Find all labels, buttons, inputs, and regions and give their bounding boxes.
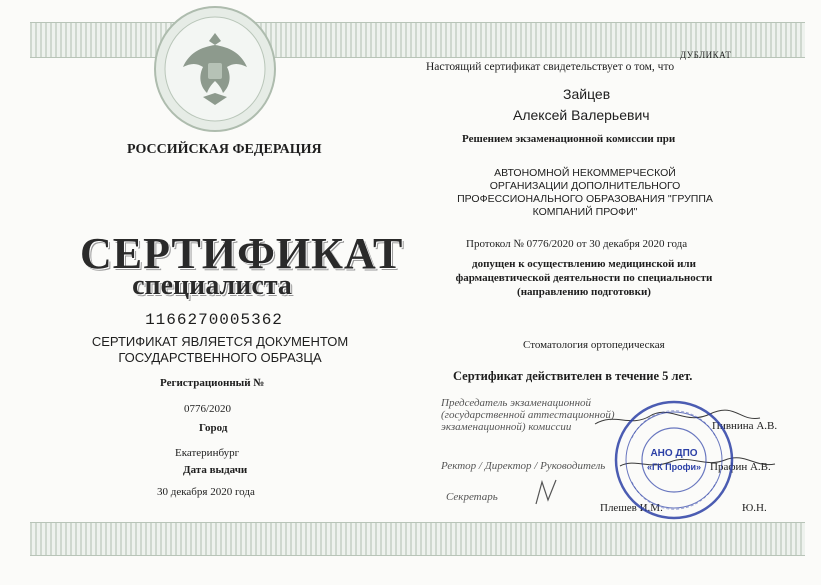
city-label: Город xyxy=(199,422,228,434)
admission-line-2: фармацевтической деятельности по специальности xyxy=(455,272,713,284)
certificate-title: СЕРТИФИКАТ xyxy=(80,229,404,278)
chair-label-line-1: Председатель экзаменационной xyxy=(441,397,592,409)
rector-name: Прафин А.В. xyxy=(710,461,771,473)
rector-label: Ректор / Директор / Руководитель xyxy=(441,460,606,472)
holder-name: Алексей Валерьевич xyxy=(513,107,650,123)
round-seal-stamp xyxy=(612,398,736,522)
intro-text: Настоящий сертификат свидетельствует о том, что xyxy=(426,61,675,73)
admission-line-3: (направлению подготовки) xyxy=(517,286,651,298)
secretary-label: Секретарь xyxy=(446,491,498,503)
state-doc-note-line2: ГОСУДАРСТВЕННОГО ОБРАЗЦА xyxy=(118,350,322,365)
org-line-2: ОРГАНИЗАЦИИ ДОПОЛНИТЕЛЬНОГО xyxy=(489,180,681,192)
coat-of-arms-emblem xyxy=(153,5,278,133)
decision-text: Решением экзаменационной комиссии при xyxy=(462,133,676,145)
city-value: Екатеринбург xyxy=(175,447,240,459)
certificate-subtitle: специалиста xyxy=(132,270,292,301)
validity-text: Сертификат действителен в течение 5 лет. xyxy=(453,369,693,383)
org-line-4: КОМПАНИЙ ПРОФИ" xyxy=(532,206,638,218)
issue-date-value: 30 декабря 2020 года xyxy=(157,486,255,498)
chair-name: Пивнина А.В. xyxy=(712,420,778,432)
chair-label-line-3: экзаменационной) комиссии xyxy=(441,421,572,433)
issue-date-label: Дата выдачи xyxy=(183,464,248,476)
duplicate-mark: ДУБЛИКАТ xyxy=(680,50,732,60)
chair-label-line-2: (государственной аттестационной) xyxy=(441,409,615,421)
stamp-line-2: «ГК Профи» xyxy=(647,462,701,472)
admission-line-1: допущен к осуществлению медицинской или xyxy=(472,258,696,270)
stamp-line-1: АНО ДПО xyxy=(650,448,698,459)
country-label: РОССИЙСКАЯ ФЕДЕРАЦИЯ xyxy=(127,142,322,157)
specialty-value: Стоматология ортопедическая xyxy=(523,339,665,351)
holder-surname: Зайцев xyxy=(563,86,611,102)
registration-value: 0776/2020 xyxy=(184,403,232,415)
org-line-1: АВТОНОМНОЙ НЕКОММЕРЧЕСКОЙ xyxy=(494,167,676,179)
certificate-number: 1166270005362 xyxy=(145,311,283,329)
secretary-name: Плешев И.М. xyxy=(600,502,663,514)
registration-label: Регистрационный № xyxy=(160,377,265,389)
state-doc-note-line1: СЕРТИФИКАТ ЯВЛЯЕТСЯ ДОКУМЕНТОМ xyxy=(91,334,349,349)
secretary-suffix: Ю.Н. xyxy=(742,502,767,514)
org-line-3: ПРОФЕССИОНАЛЬНОГО ОБРАЗОВАНИЯ "ГРУППА xyxy=(457,193,713,205)
protocol-text: Протокол № 0776/2020 от 30 декабря 2020 года xyxy=(466,238,688,250)
secretary-signature xyxy=(528,476,568,506)
bottom-guilloche-band xyxy=(30,522,805,556)
